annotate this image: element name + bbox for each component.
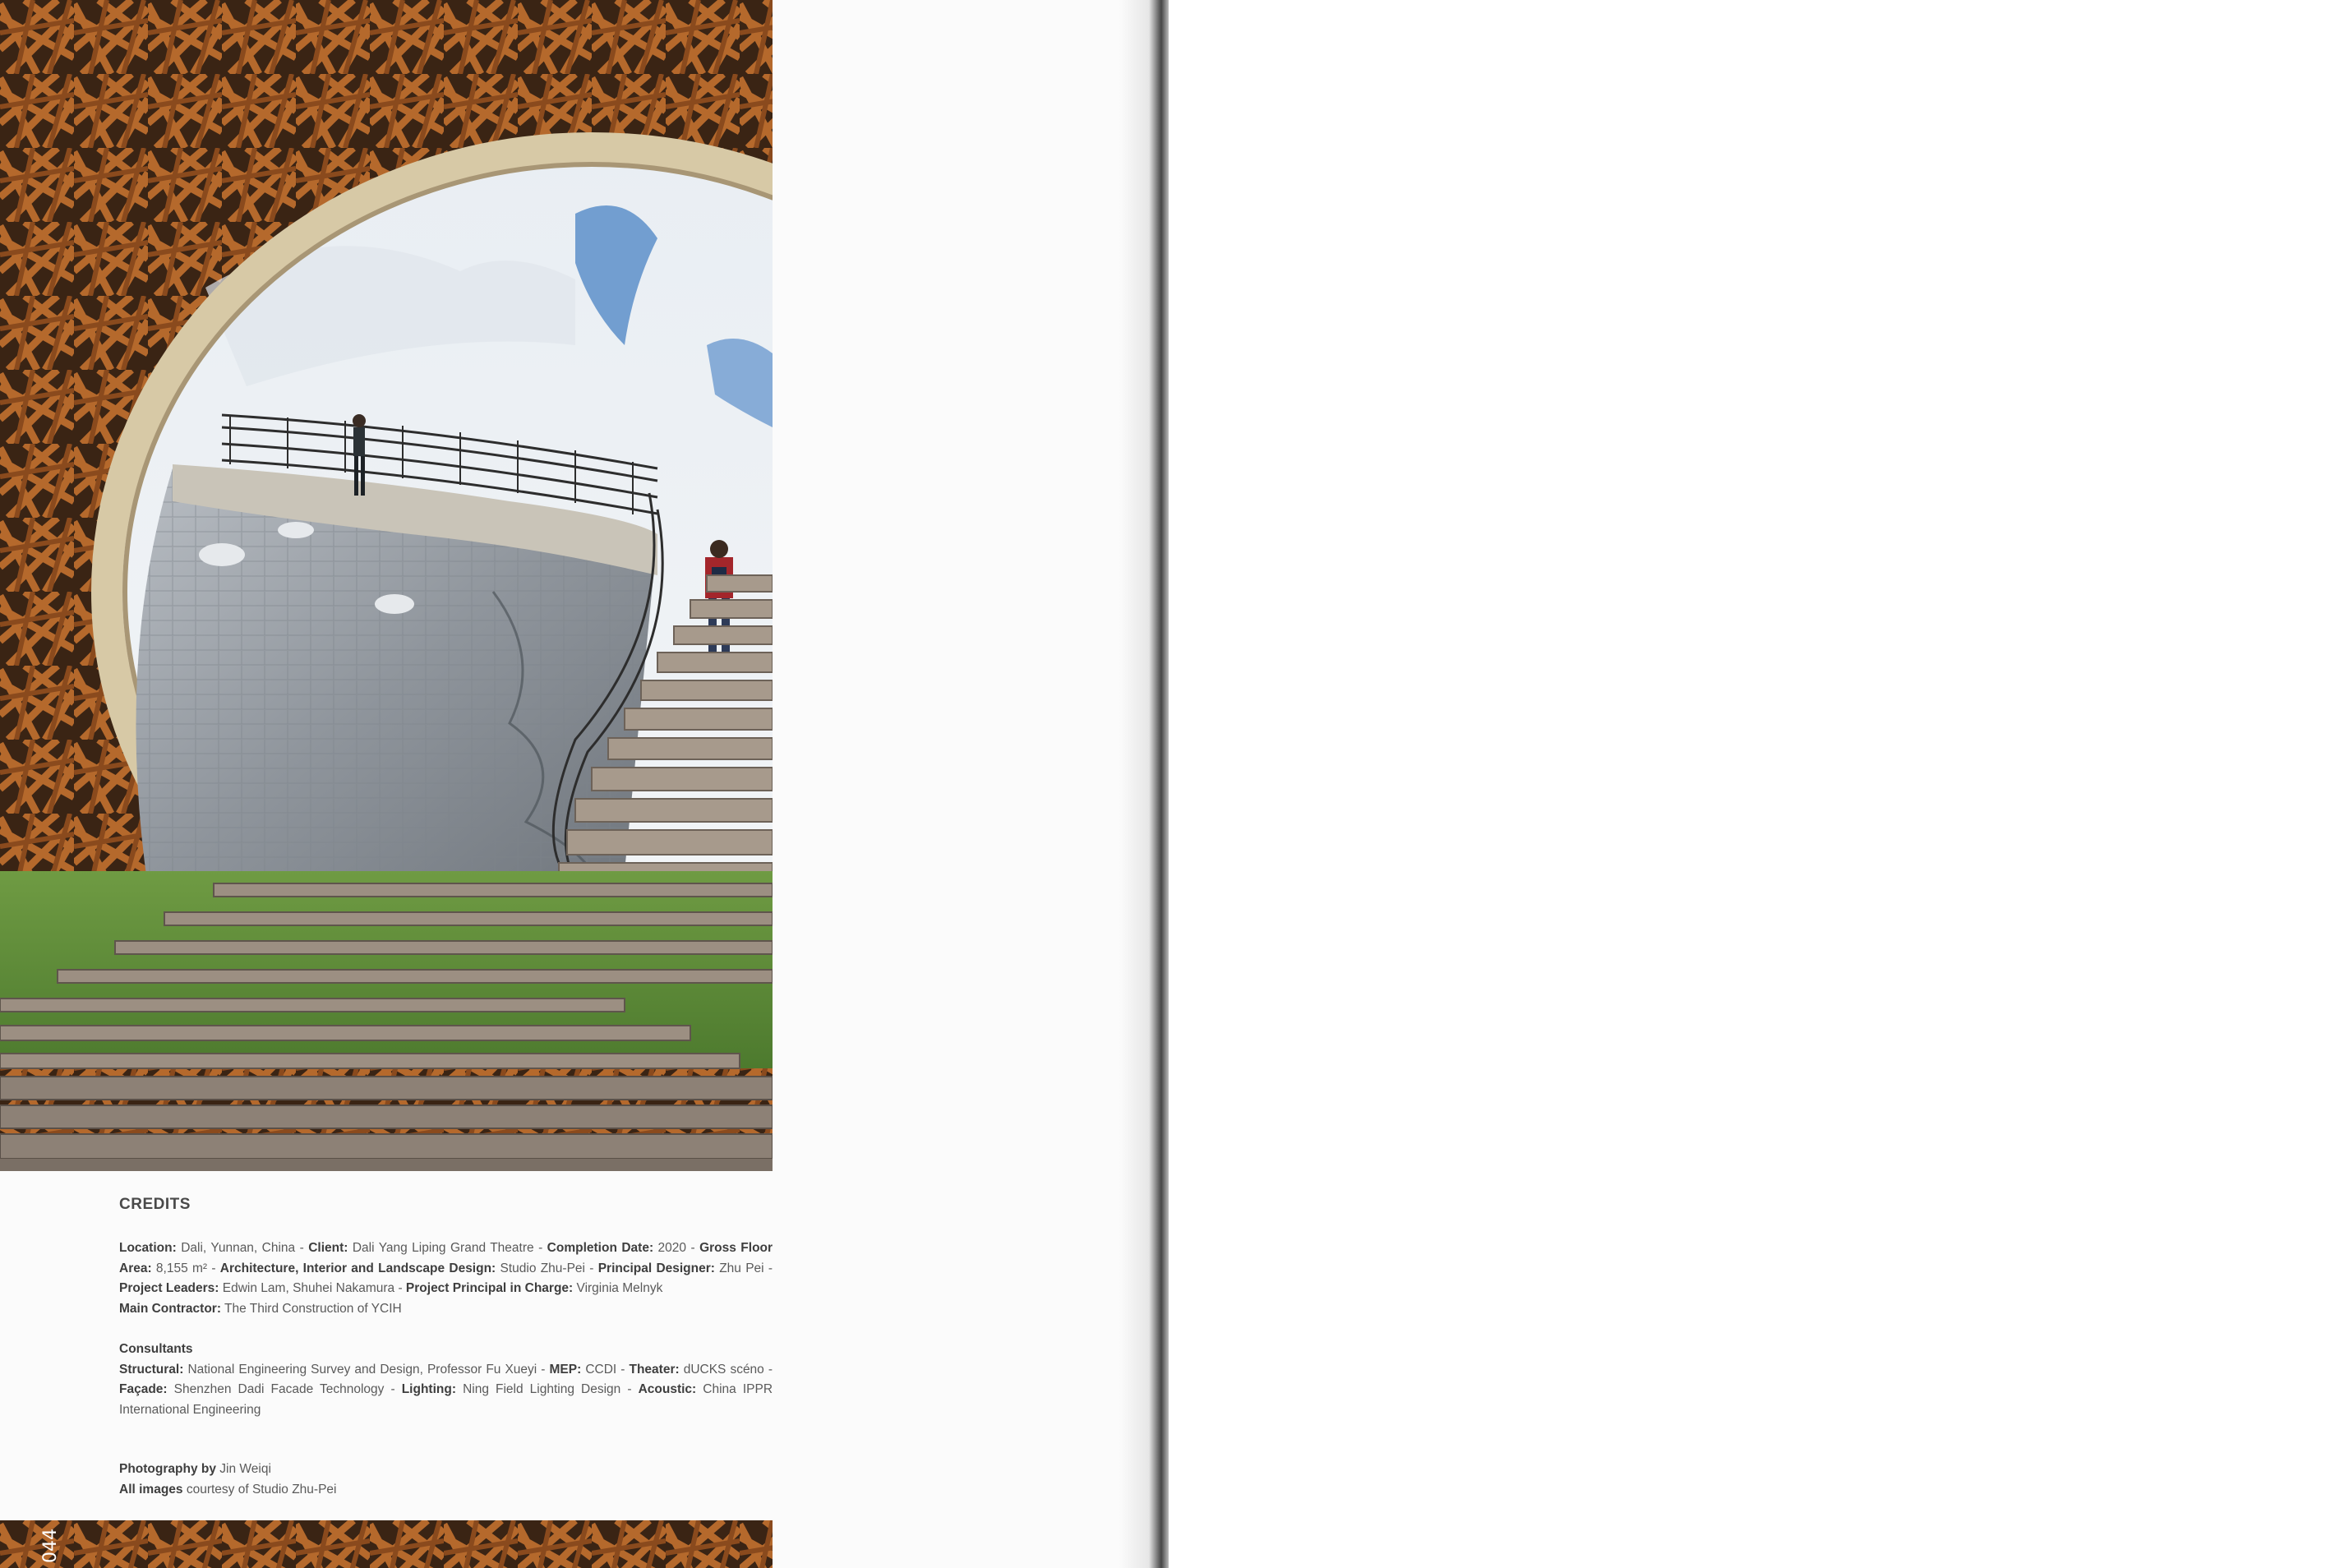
- acoustic-value: China IPPR International Engineering: [119, 1382, 773, 1417]
- credits-title: CREDITS: [119, 1196, 191, 1213]
- separator: -: [537, 1362, 550, 1377]
- acoustic-label: Acoustic:: [638, 1382, 697, 1396]
- leaders-value: Edwin Lam, Shuhei Nakamura: [222, 1281, 395, 1295]
- photo-credit: [119, 1460, 773, 1500]
- structural-label: Structural:: [119, 1362, 184, 1377]
- separator: -: [620, 1382, 639, 1396]
- location-label: Location:: [119, 1241, 177, 1255]
- separator: -: [585, 1261, 598, 1275]
- separator: -: [207, 1261, 220, 1275]
- structural-value: National Engineering Survey and Design, Professor Fu Xueyi: [187, 1362, 537, 1377]
- consultants-paragraph: [119, 1360, 773, 1421]
- footer-lattice-strip: [0, 1520, 773, 1568]
- principal-value: Zhu Pei: [719, 1261, 764, 1275]
- lighting-label: Lighting:: [401, 1382, 456, 1396]
- location-value: Dali, Yunnan, China: [181, 1241, 296, 1255]
- separator: -: [384, 1382, 402, 1396]
- completion-label: Completion Date:: [547, 1241, 654, 1255]
- mep-value: CCDI: [585, 1362, 617, 1377]
- credits-block: [119, 1196, 773, 1500]
- completion-value: 2020: [657, 1241, 687, 1255]
- credits-paragraph: [119, 1238, 773, 1319]
- theater-value: dUCKS scéno: [683, 1362, 764, 1377]
- photography-label: Photography by: [119, 1462, 216, 1476]
- binding-gutter: [1119, 0, 1169, 1568]
- separator: -: [394, 1281, 406, 1295]
- theatre-photo: [0, 0, 773, 1171]
- left-page: [0, 0, 1160, 1568]
- separator: -: [295, 1241, 309, 1255]
- gfa-value: 8,155 m²: [155, 1261, 208, 1275]
- principal-label: Principal Designer:: [597, 1261, 715, 1275]
- separator: -: [763, 1362, 773, 1377]
- consultants-title: Consultants: [119, 1342, 193, 1356]
- photography-value: Jin Weiqi: [219, 1462, 271, 1476]
- separator: -: [763, 1261, 773, 1275]
- design-label: Architecture, Interior and Landscape Design:: [219, 1261, 496, 1275]
- separator: -: [686, 1241, 700, 1255]
- facade-label: Façade:: [119, 1382, 168, 1396]
- right-page-blank: [1169, 0, 2334, 1568]
- client-value: Dali Yang Liping Grand Theatre: [352, 1241, 534, 1255]
- separator: -: [616, 1362, 630, 1377]
- separator: -: [533, 1241, 547, 1255]
- page-number: 044: [40, 1529, 61, 1563]
- images-value: courtesy of Studio Zhu-Pei: [186, 1482, 337, 1497]
- client-label: Client:: [308, 1241, 348, 1255]
- gfa-label: Gross Floor Area:: [119, 1241, 773, 1275]
- facade-value: Shenzhen Dadi Facade Technology: [173, 1382, 385, 1396]
- contractor-label: Main Contractor:: [119, 1301, 221, 1316]
- mep-label: MEP:: [549, 1362, 582, 1377]
- contractor-value: The Third Construction of YCIH: [224, 1301, 402, 1316]
- lighting-value: Ning Field Lighting Design: [463, 1382, 621, 1396]
- images-label: All images: [119, 1482, 183, 1497]
- leaders-label: Project Leaders:: [119, 1281, 219, 1295]
- design-value: Studio Zhu-Pei: [500, 1261, 585, 1275]
- pic-value: Virginia Melnyk: [576, 1281, 663, 1295]
- pic-label: Project Principal in Charge:: [405, 1281, 574, 1295]
- theater-label: Theater:: [629, 1362, 680, 1377]
